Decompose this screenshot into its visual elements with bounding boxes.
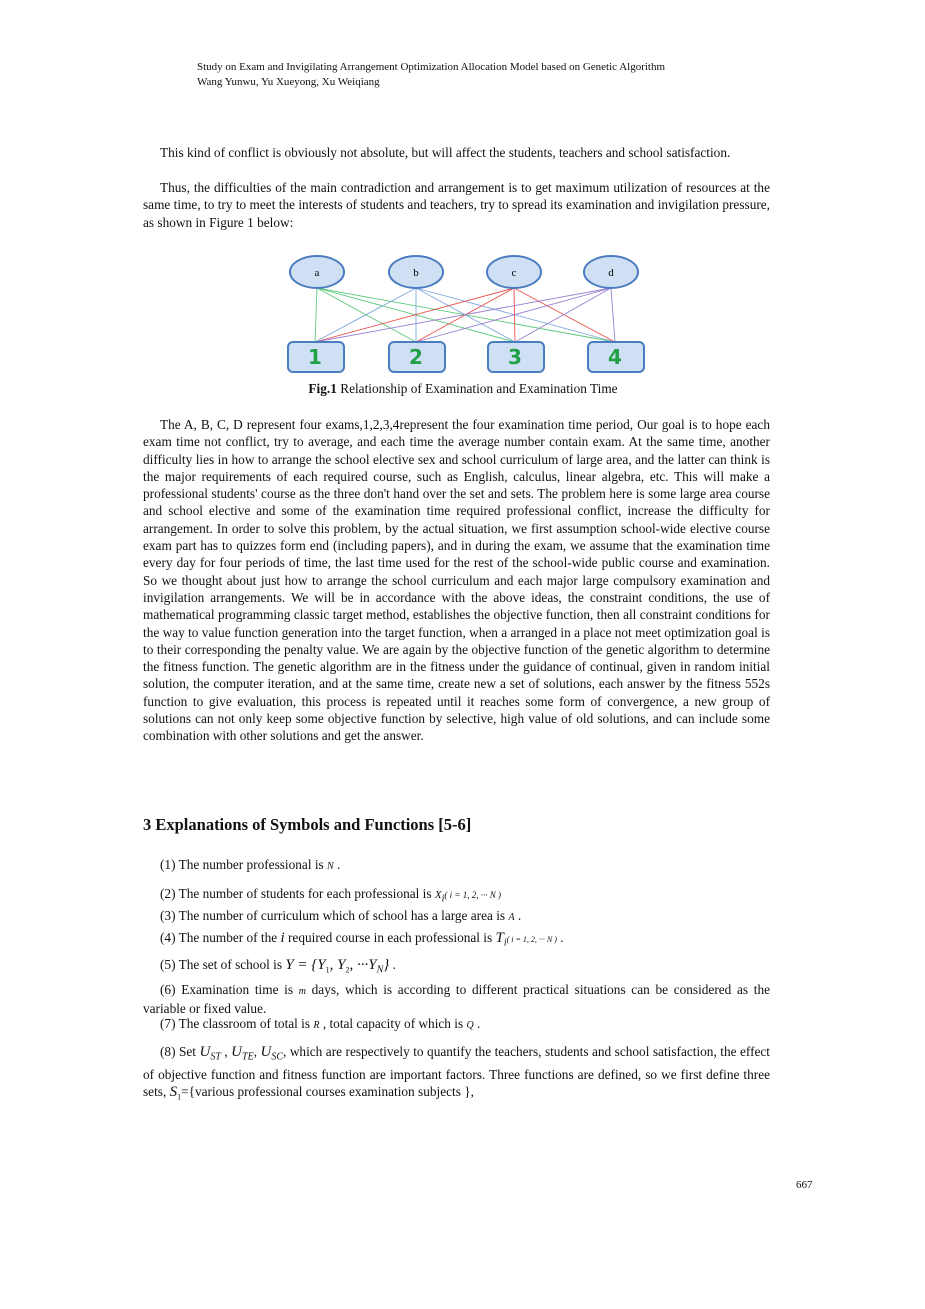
symbol-item-4	[160, 930, 564, 949]
exam-time-relationship-diagram	[285, 250, 650, 375]
symbol-item-1	[160, 857, 340, 873]
item-end: .	[389, 957, 396, 972]
item-text: (5) The set of school is	[160, 957, 286, 972]
edge-a-1	[315, 288, 317, 342]
math-set: , Y	[329, 957, 346, 973]
math-u: U	[231, 1044, 243, 1060]
item-text-2: required course in each professional is	[284, 930, 496, 945]
math-subscript: 2	[345, 965, 350, 975]
time-slot-4	[588, 342, 644, 372]
math-subscript: 1	[177, 1092, 182, 1102]
time-slot-label: 4	[608, 345, 622, 369]
symbol-item-7	[160, 1016, 480, 1032]
item-end: .	[473, 1016, 481, 1031]
item-text: (8) Set	[160, 1044, 200, 1059]
math-symbol: m	[298, 986, 306, 997]
time-slot-3	[488, 342, 544, 372]
math-symbol: R	[313, 1020, 320, 1031]
edge-d-4	[611, 288, 615, 342]
exam-label: a	[314, 267, 320, 279]
exam-node-d	[584, 256, 638, 288]
item-end: ,	[470, 1084, 474, 1100]
symbol-item-8: (8) Set $U_{ST}$ , $U_{TE}$, $U_{SC}$, which are respectively to quantify the teachers, students and school satisfaction, the effect of objective function and fitness function are important factors. Three functions are defined, so we first define three sets, $S_1=\{various$ professional courses examination subjects },	[143, 1044, 770, 1102]
time-slot-2	[389, 342, 445, 372]
math-range: ( i = 1, 2, ··· N )	[506, 935, 557, 944]
math-index: i	[280, 930, 285, 946]
time-slot-label: 3	[508, 345, 522, 369]
math-subscript: ST	[210, 1051, 221, 1063]
math-subscript: TE	[242, 1051, 254, 1063]
section-heading: 3 Explanations of Symbols and Functions [5-6]	[143, 815, 472, 834]
exam-node-c	[487, 256, 541, 288]
math-subscript: i	[441, 893, 445, 905]
item-mid: , total capacity of which is	[319, 1016, 467, 1031]
exam-node-b	[389, 256, 443, 288]
header-authors: Wang Yunwu, Yu Xueyong, Xu Weiqiang	[197, 76, 380, 88]
math-subscript: 1	[325, 965, 330, 975]
time-slot-label: 1	[308, 345, 322, 369]
symbol-item-5	[160, 957, 396, 976]
paragraph-2: Thus, the difficulties of the main contradiction and arrangement is to get maximum utilization of resources at the same time, to try to meet the interests of students and teachers, try to spread its examination and invigilation pressure, as shown in Figure 1 below:	[143, 180, 770, 230]
paragraph-3: The A, B, C, D represent four exams,1,2,3,4represent the four examination time period, Our goal is to hope each exam time not conflict, try to average, and each time the average number contain exam. At the same time, another difficulty lies in how to arrange the school elective sex and school curriculum of large area, and the latter can think is the major requirements of each required course, such as English, calculus, linear algebra, etc. This will make a professional students' course as the three don't hand over the set and sets. The problem here is some large area course and school elective and some of the examination time required professional conflict, increase the difficulty for arrangement. In order to solve this problem, by the actual situation, we first assumption school-wide elective course exam part has to quizzes form end (including papers), and in during the exam, we assume that the examination time every day for four periods of time, the last time used for the rest of the school-wide public course and examination. So we thought about just how to arrange the school curriculum and each major large compulsory examination and invigilation arrangements. We will be in accordance with the above ideas, the constraint conditions, the use of mathematical programming classic target method, establishes the objective function, then all constraint conditions for the way to value function generation into the target function, when a arranged in a place not meet optimization goal is to their corresponding the penalty value. We are again by the objective function of the genetic algorithm to determine the fitness function. The genetic algorithm are in the fitness under the guidance of continual, given in random initial solution, the computer iteration, and at the same time, create new a set of solutions, each answer by the fitness 552s function to give evaluation, this process is repeated until it reaches some form of convergence, a new group of solutions can not only keep some objective function by selective, high value of old solutions, and can include some combination with other solutions and get the answer.	[143, 417, 770, 744]
item-end: .	[514, 908, 522, 923]
math-set-name: S	[169, 1084, 178, 1101]
item-text: (4) The number of the	[160, 930, 281, 945]
item-text: (6) Examination time is	[160, 982, 299, 997]
math-symbol: A	[508, 912, 515, 923]
math-set-body: ={various professional courses examination subjects }	[181, 1084, 471, 1100]
item-text: (3) The number of curriculum which of school has a large area is	[160, 908, 509, 923]
time-slot-1	[288, 342, 344, 372]
math-symbol: T	[495, 930, 504, 946]
figure-caption-label: Fig.1	[308, 381, 337, 396]
exam-label: b	[413, 267, 419, 279]
math-subscript: SC	[271, 1051, 284, 1063]
item-text: (2) The number of students for each professional is	[160, 886, 435, 901]
time-slot-label: 2	[409, 345, 423, 369]
math-subscript: i	[503, 937, 507, 949]
header-title: Study on Exam and Invigilating Arrangement Optimization Allocation Model based on Genetic Algorithm	[197, 61, 666, 73]
math-u: U	[260, 1044, 272, 1060]
symbol-item-3	[160, 908, 521, 924]
exam-node-a	[290, 256, 344, 288]
math-symbol: Q	[466, 1020, 474, 1031]
item-text: (7) The classroom of total is	[160, 1016, 314, 1031]
math-symbol: X	[434, 889, 442, 901]
item-end: .	[333, 857, 341, 872]
math-set: }	[383, 957, 390, 973]
figure-caption-text: Relationship of Examination and Examination Time	[336, 381, 618, 396]
math-set: Y = {Y	[285, 957, 326, 973]
item-text: (1) The number professional is	[160, 857, 328, 872]
math-symbol: N	[327, 861, 334, 872]
figure-caption	[143, 381, 783, 397]
exam-label: d	[608, 267, 614, 279]
paragraph-1: This kind of conflict is obviously not absolute, but will affect the students, teachers and school satisfaction.	[160, 145, 731, 160]
item-rest: days, which is according to different practical situations can be considered as the variable or fixed value.	[143, 982, 771, 1017]
math-subscript: N	[376, 964, 384, 976]
math-range: ( i = 1, 2, ··· N )	[444, 890, 501, 900]
page-number: 667	[796, 1179, 813, 1191]
symbol-item-2	[160, 886, 501, 905]
math-set: , ···Y	[349, 957, 377, 973]
item-rest: , which are respectively to quantify the teachers, students and school satisfaction, the effect of objective function and fitness function are important factors. Three functions are defined, so we first define three sets,	[143, 1044, 770, 1100]
math-u: U	[199, 1044, 211, 1060]
item-end: .	[556, 930, 564, 945]
running-header	[197, 60, 665, 90]
exam-label: c	[511, 267, 517, 279]
symbol-item-6	[143, 981, 770, 1018]
